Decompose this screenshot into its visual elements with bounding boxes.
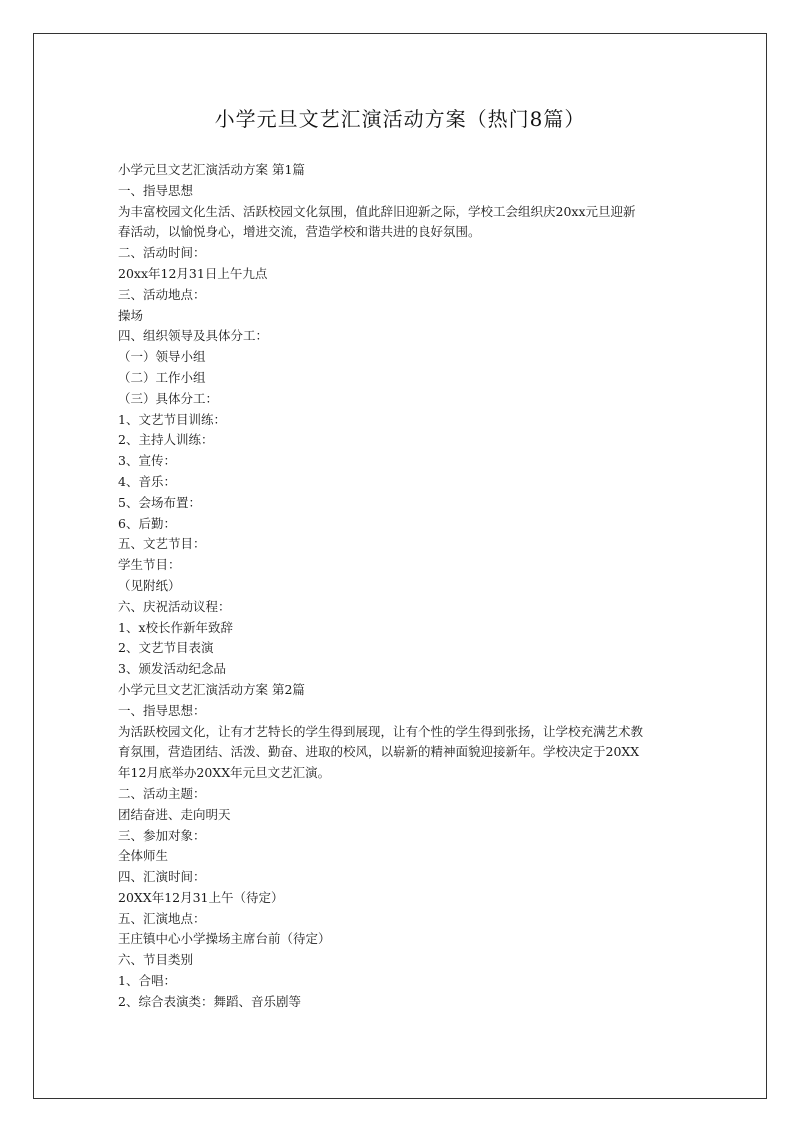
text-line: （二）工作小组: [118, 369, 206, 385]
text-line: 3、颁发活动纪念品: [118, 661, 226, 677]
text-line: 20XX年12月31上午（待定）: [118, 889, 284, 905]
text-line: 一、指导思想：: [118, 702, 206, 718]
text-line: 1、x校长作新年致辞: [118, 619, 234, 635]
text-line: 20xx年12月31日上午九点: [118, 265, 268, 281]
text-line: 二、活动主题：: [118, 785, 206, 801]
document-body: [118, 160, 688, 1013]
text-line: 3、宣传：: [118, 453, 176, 469]
text-line: 小学元旦文艺汇演活动方案 第2篇: [118, 681, 305, 697]
text-line: 全体师生: [118, 848, 169, 864]
text-line: 5、会场布置：: [118, 494, 201, 510]
text-line: 1、文艺节目训练：: [118, 411, 226, 427]
text-line: 团结奋进、走向明天: [118, 806, 231, 822]
text-line: 四、汇演时间：: [118, 869, 206, 885]
text-line: 春活动，以愉悦身心，增进交流，营造学校和谐共进的良好氛围。: [118, 224, 481, 240]
text-line: 6、后勤：: [118, 515, 176, 531]
text-line: 2、主持人训练：: [118, 432, 214, 448]
text-line: （一）领导小组: [118, 349, 206, 365]
text-line: 三、活动地点：: [118, 286, 206, 302]
text-line: 为丰富校园文化生活、活跃校园文化氛围，值此辞旧迎新之际，学校工会组织庆20xx元旦迎新: [118, 203, 636, 219]
text-line: 六、节目类别: [118, 952, 194, 968]
text-line: 二、活动时间：: [118, 245, 206, 261]
text-line: 2、文艺节目表演: [118, 640, 214, 656]
text-line: 一、指导思想: [118, 182, 194, 198]
text-line: 学生节目：: [118, 557, 181, 573]
text-line: 小学元旦文艺汇演活动方案 第1篇: [118, 162, 305, 177]
text-line: 四、组织领导及具体分工：: [118, 328, 269, 344]
text-line: 三、参加对象：: [118, 827, 206, 843]
document-title: 小学元旦文艺汇演活动方案（热门8篇）: [214, 107, 586, 131]
text-line: 五、汇演地点：: [118, 910, 206, 926]
text-line: 六、庆祝活动议程：: [118, 598, 231, 614]
text-line: （三）具体分工：: [118, 390, 219, 406]
text-line: 2、综合表演类：舞蹈、音乐剧等: [118, 993, 301, 1009]
text-line: 操场: [118, 307, 144, 323]
text-line: 五、文艺节目：: [118, 536, 206, 552]
text-line: 为活跃校园文化，让有才艺特长的学生得到展现，让有个性的学生得到张扬，让学校充满艺术教: [118, 723, 644, 739]
text-line: 王庄镇中心小学操场主席台前（待定）: [118, 931, 331, 947]
text-line: 4、音乐：: [118, 473, 176, 489]
text-line: 年12月底举办20XX年元旦文艺汇演。: [118, 765, 331, 781]
text-line: 育氛围，营造团结、活泼、勤奋、进取的校风，以崭新的精神面貌迎接新年。学校决定于20XX: [118, 744, 640, 760]
text-line: （见附纸）: [118, 577, 181, 593]
text-line: 1、合唱：: [118, 973, 176, 989]
